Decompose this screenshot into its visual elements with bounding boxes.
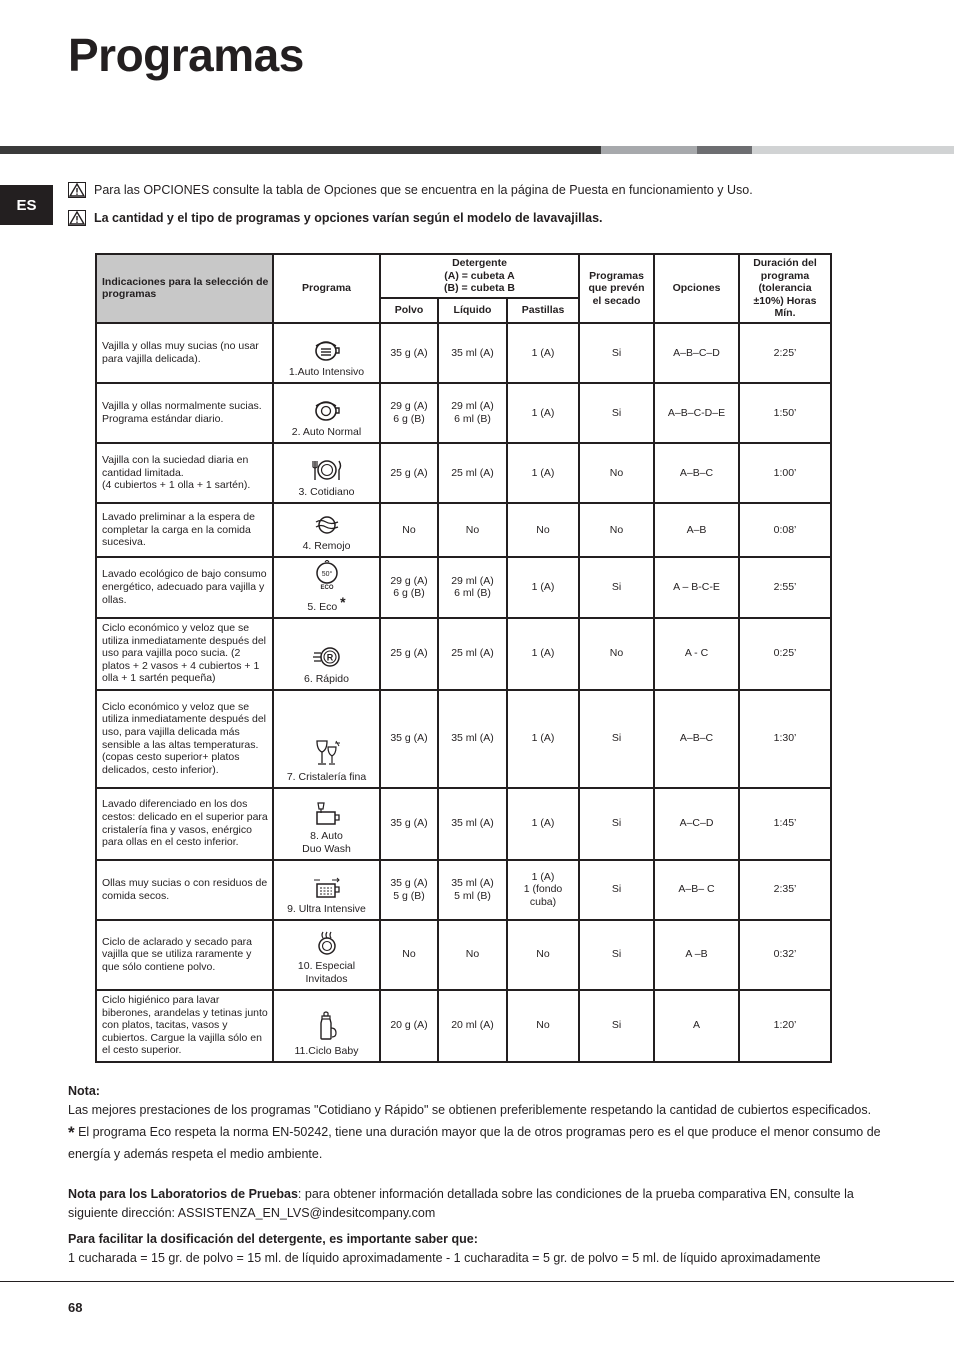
duration-cell: 1:30’ <box>739 690 831 788</box>
table-row <box>96 503 831 557</box>
drying-cell: Si <box>579 323 654 383</box>
drying-cell: No <box>579 503 654 557</box>
row-description: Ciclo higiénico para lavar biberones, arandelas y tetinas junto con platos, tacitas, vasos y cubiertos. Cargue la vajilla sólo en el cesto superior. <box>96 990 273 1062</box>
program-name: 11.Ciclo Baby <box>294 1044 359 1057</box>
note-text: Las mejores prestaciones de los programas "Cotidiano y Rápido" se obtienen preferiblemente respetando la cantidad de cubiertos especificados. <box>68 1102 872 1117</box>
options-cell: A - C <box>654 618 739 690</box>
rapid-icon-letter: R <box>326 652 333 663</box>
powder-cell: 25 g (A) <box>380 618 438 690</box>
duration-cell: 0:08’ <box>739 503 831 557</box>
header-duration: Duración del programa (tolerancia ±10%) Horas Mín. <box>739 254 831 323</box>
dosage-note <box>68 1230 898 1268</box>
program-cell <box>273 323 380 383</box>
options-notice-text: Para las OPCIONES consulte la tabla de Opciones que se encuentra en la página de Puesta en funcionamiento y Uso. <box>94 183 753 197</box>
eco-asterisk: * <box>340 593 346 610</box>
options-cell: A–B–C-D–E <box>654 383 739 443</box>
eco-note-asterisk: * <box>68 1122 75 1142</box>
header-bar-segment <box>601 146 697 154</box>
header-indications: Indicaciones para la selección de programas <box>96 254 273 323</box>
program-name: 1.Auto Intensivo <box>288 366 365 379</box>
options-cell: A–B–C–D <box>654 323 739 383</box>
table-row <box>96 860 831 920</box>
options-notice <box>68 182 753 198</box>
tablets-cell: No <box>507 920 579 990</box>
program-cell <box>273 860 380 920</box>
drying-cell: Si <box>579 990 654 1062</box>
liquid-cell: 35 ml (A) <box>438 690 507 788</box>
tablets-cell: 1 (A) <box>507 618 579 690</box>
table-row <box>96 920 831 990</box>
header-powder: Polvo <box>380 298 438 323</box>
options-cell: A–C–D <box>654 788 739 860</box>
glassware-icon <box>312 739 342 767</box>
table-row <box>96 323 831 383</box>
options-cell: A – B-C-E <box>654 557 739 618</box>
duration-cell: 1:20’ <box>739 990 831 1062</box>
powder-cell: 35 g (A) 5 g (B) <box>380 860 438 920</box>
page-title: Programas <box>68 29 304 81</box>
model-notice <box>68 210 603 226</box>
footer-divider <box>0 1281 954 1282</box>
program-name: 7. Cristalería fina <box>286 770 367 783</box>
tablets-cell: 1 (A) 1 (fondo cuba) <box>507 860 579 920</box>
program-name: 9. Ultra Intensive <box>287 902 366 915</box>
program-name: 8. Auto Duo Wash <box>302 830 351 855</box>
powder-cell: 35 g (A) <box>380 323 438 383</box>
row-description: Lavado diferenciado en los dos cestos: delicado en el superior para cristalería fina y vasos, enérgico para ollas en el cesto inferior. <box>96 788 273 860</box>
program-cell <box>273 383 380 443</box>
program-cell <box>273 503 380 557</box>
program-cell <box>273 443 380 503</box>
duo-wash-icon <box>313 800 341 826</box>
program-name: 2. Auto Normal <box>291 426 362 439</box>
liquid-cell: 35 ml (A) 5 ml (B) <box>438 860 507 920</box>
program-cell <box>273 788 380 860</box>
program-name: 6. Rápido <box>304 672 349 685</box>
eco-50-icon <box>314 560 340 590</box>
baby-bottle-icon <box>314 1011 340 1041</box>
drying-cell: Si <box>579 690 654 788</box>
note-label: Nota: <box>68 1084 100 1098</box>
drying-cell: No <box>579 443 654 503</box>
guests-icon <box>314 930 340 956</box>
program-name: 10. Especial Invitados <box>297 960 356 985</box>
powder-cell: 20 g (A) <box>380 990 438 1062</box>
tablets-cell: 1 (A) <box>507 323 579 383</box>
eco-temperature-text: 50° <box>321 570 332 578</box>
dosage-text: 1 cucharada = 15 gr. de polvo = 15 ml. de líquido aproximadamente - 1 cucharadita = 5 gr. de polvo = 5 ml. de líquido aproximadamente <box>68 1250 821 1265</box>
options-cell: A <box>654 990 739 1062</box>
drying-cell: Si <box>579 383 654 443</box>
row-description: Ciclo económico y veloz que se utiliza inmediatamente después del uso para vajilla poco sucia. (2 platos + 2 vasos + 4 cubiertos + 1 olla + 1 sartén pequeña) <box>96 618 273 690</box>
duration-cell: 1:50’ <box>739 383 831 443</box>
table-row <box>96 443 831 503</box>
eco-note-text: El programa Eco respeta la norma EN-50242, tiene una duración mayor que la de otros programas pero es el que produce el menor consumo de energía y además respeta el medio ambiente. <box>68 1124 881 1161</box>
options-cell: A–B–C <box>654 690 739 788</box>
auto-intensive-icon <box>313 338 341 362</box>
duration-cell: 0:32’ <box>739 920 831 990</box>
liquid-cell: 29 ml (A) 6 ml (B) <box>438 557 507 618</box>
language-tab: ES <box>0 185 53 225</box>
duration-cell: 2:25’ <box>739 323 831 383</box>
lab-note-text: : para obtener información detallada sobre las condiciones de la prueba comparativa EN, consulte la siguiente dirección: ASSISTENZA_EN_LVS@indesitcompany.com <box>68 1187 854 1220</box>
options-cell: A–B–C <box>654 443 739 503</box>
powder-cell: 35 g (A) <box>380 788 438 860</box>
program-cell <box>273 618 380 690</box>
eco-label-text: ECO <box>319 584 334 590</box>
tablets-cell: 1 (A) <box>507 443 579 503</box>
page-number: 68 <box>68 1300 83 1315</box>
header-bar-segment <box>697 146 752 154</box>
header-liquid: Líquido <box>438 298 507 323</box>
rapid-icon <box>312 645 342 669</box>
model-notice-text: La cantidad y el tipo de programas y opciones varían según el modelo de lavavajillas. <box>94 211 603 225</box>
header-bar-segment <box>0 146 601 154</box>
dosage-label: Para facilitar la dosificación del detergente, es importante saber que: <box>68 1232 478 1246</box>
duration-cell: 1:45’ <box>739 788 831 860</box>
tablets-cell: No <box>507 990 579 1062</box>
lab-note-label: Nota para los Laboratorios de Pruebas <box>68 1187 298 1201</box>
ultra-intensive-icon <box>312 877 342 899</box>
table-row <box>96 990 831 1062</box>
program-name: 3. Cotidiano <box>298 486 355 499</box>
powder-cell: 29 g (A) 6 g (B) <box>380 557 438 618</box>
header-program: Programa <box>273 254 380 323</box>
tablets-cell: 1 (A) <box>507 690 579 788</box>
duration-cell: 2:35’ <box>739 860 831 920</box>
options-cell: A –B <box>654 920 739 990</box>
program-name: 5. Eco <box>307 600 338 613</box>
table-row <box>96 383 831 443</box>
powder-cell: No <box>380 920 438 990</box>
drying-cell: No <box>579 618 654 690</box>
row-description: Ollas muy sucias o con residuos de comida secos. <box>96 860 273 920</box>
row-description: Ciclo de aclarado y secado para vajilla que se utiliza raramente y que sólo contiene polvo. <box>96 920 273 990</box>
drying-cell: Si <box>579 920 654 990</box>
daily-cutlery-icon <box>311 458 343 482</box>
program-cell <box>273 690 380 788</box>
table-row <box>96 690 831 788</box>
powder-cell: 35 g (A) <box>380 690 438 788</box>
row-description: Ciclo económico y veloz que se utiliza inmediatamente después del uso, para vajilla delicada más sensible a las altas temperaturas. (copas cesto superior+ platos delicados, cesto inferior). <box>96 690 273 788</box>
header-detergent: Detergente (A) = cubeta A (B) = cubeta B <box>380 254 579 298</box>
table-row <box>96 618 831 690</box>
powder-cell: 25 g (A) <box>380 443 438 503</box>
header-tablets: Pastillas <box>507 298 579 323</box>
row-description: Lavado preliminar a la espera de completar la carga en la comida sucesiva. <box>96 503 273 557</box>
liquid-cell: 35 ml (A) <box>438 323 507 383</box>
tablets-cell: 1 (A) <box>507 788 579 860</box>
warning-triangle-icon <box>68 210 86 226</box>
row-description: Vajilla y ollas normalmente sucias. Programa estándar diario. <box>96 383 273 443</box>
table-row <box>96 557 831 618</box>
liquid-cell: No <box>438 503 507 557</box>
drying-cell: Si <box>579 788 654 860</box>
notes-section <box>68 1082 898 1164</box>
header-bar-segment <box>752 146 954 154</box>
program-cell <box>273 990 380 1062</box>
drying-cell: Si <box>579 860 654 920</box>
drying-cell: Si <box>579 557 654 618</box>
program-name: 4. Remojo <box>302 540 351 553</box>
tablets-cell: 1 (A) <box>507 383 579 443</box>
warning-triangle-icon <box>68 182 86 198</box>
liquid-cell: 35 ml (A) <box>438 788 507 860</box>
auto-normal-icon <box>313 398 341 422</box>
liquid-cell: 25 ml (A) <box>438 443 507 503</box>
lab-note <box>68 1185 898 1223</box>
program-cell <box>273 557 380 618</box>
powder-cell: 29 g (A) 6 g (B) <box>380 383 438 443</box>
programs-table <box>95 253 832 1063</box>
options-cell: A–B <box>654 503 739 557</box>
liquid-cell: 29 ml (A) 6 ml (B) <box>438 383 507 443</box>
program-cell <box>273 920 380 990</box>
table-row <box>96 788 831 860</box>
duration-cell: 1:00’ <box>739 443 831 503</box>
duration-cell: 0:25’ <box>739 618 831 690</box>
liquid-cell: No <box>438 920 507 990</box>
liquid-cell: 25 ml (A) <box>438 618 507 690</box>
powder-cell: No <box>380 503 438 557</box>
tablets-cell: No <box>507 503 579 557</box>
header-options: Opciones <box>654 254 739 323</box>
duration-cell: 2:55’ <box>739 557 831 618</box>
eco-note <box>68 1120 898 1164</box>
header-drying: Programas que prevén el secado <box>579 254 654 323</box>
soak-icon <box>313 514 341 536</box>
row-description: Vajilla con la suciedad diaria en cantidad limitada. (4 cubiertos + 1 olla + 1 sartén). <box>96 443 273 503</box>
liquid-cell: 20 ml (A) <box>438 990 507 1062</box>
tablets-cell: 1 (A) <box>507 557 579 618</box>
row-description: Lavado ecológico de bajo consumo energético, adecuado para vajilla y ollas. <box>96 557 273 618</box>
options-cell: A–B– C <box>654 860 739 920</box>
row-description: Vajilla y ollas muy sucias (no usar para vajilla delicada). <box>96 323 273 383</box>
